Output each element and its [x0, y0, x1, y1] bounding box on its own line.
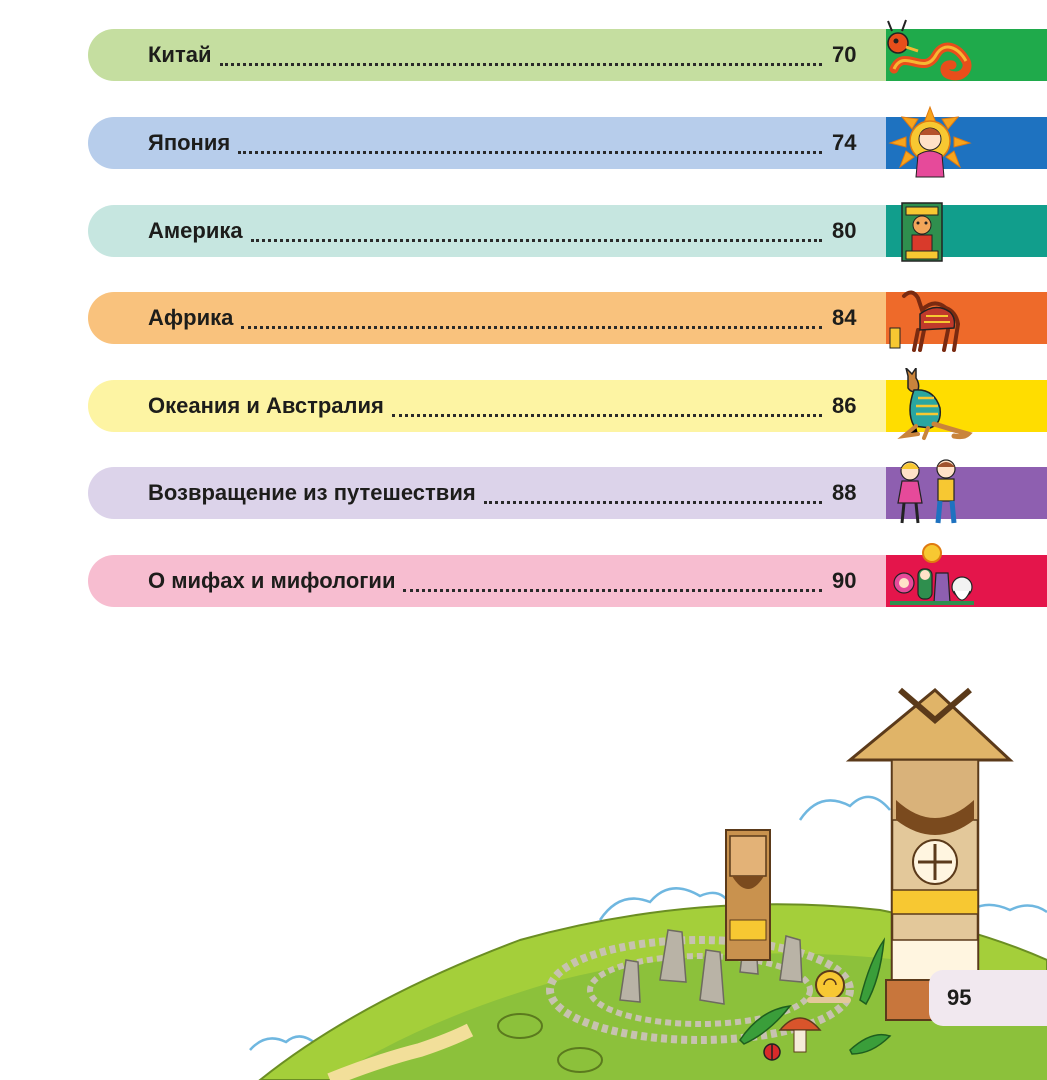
toc-leader-dots — [392, 392, 822, 417]
toc-row-america[interactable] — [88, 205, 1047, 257]
toc-page-number: 74 — [832, 130, 857, 155]
toc-leader-dots — [403, 567, 822, 592]
toc-page-number: 86 — [832, 393, 857, 418]
toc-leader-dots — [220, 41, 823, 66]
toc-pill — [88, 117, 888, 169]
slavic-idols-hill-illustration — [0, 640, 1047, 1080]
toc-row-myths[interactable] — [88, 555, 1047, 607]
kangaroo-icon — [884, 368, 976, 442]
toc-label: Америка — [148, 218, 243, 243]
camel-icon — [884, 280, 976, 354]
page-number: 95 — [947, 985, 972, 1010]
toc-pill — [88, 555, 888, 607]
ladybug-icon — [764, 1044, 780, 1060]
toc-label: Африка — [148, 305, 234, 330]
toc-page-number: 90 — [832, 568, 857, 593]
page-number-tab — [929, 970, 1047, 1026]
toc-label: Возвращение из путешествия — [148, 480, 476, 505]
toc-row-africa[interactable] — [88, 292, 1047, 344]
toc-row-return[interactable] — [88, 467, 1047, 519]
toc-page-number: 88 — [832, 480, 857, 505]
wooden-idol-small — [726, 830, 770, 960]
toc-label: Китай — [148, 42, 212, 67]
toc-page-number: 84 — [832, 305, 857, 330]
toc-row-japan[interactable] — [88, 117, 1047, 169]
children-icon — [884, 455, 976, 529]
toc-pill — [88, 380, 888, 432]
toc-page-number: 70 — [832, 42, 857, 67]
toc-label: Океания и Австралия — [148, 393, 384, 418]
toc-leader-dots — [238, 129, 822, 154]
toc-leader-dots — [251, 217, 822, 242]
aztec-idol-icon — [884, 193, 976, 267]
toc-pill — [88, 292, 888, 344]
sun-goddess-icon — [884, 105, 976, 179]
myth-characters-icon — [884, 543, 976, 617]
toc-page-number: 80 — [832, 218, 857, 243]
toc-label: Япония — [148, 130, 231, 155]
toc-row-oceania[interactable] — [88, 380, 1047, 432]
toc-pill — [88, 29, 888, 81]
toc-leader-dots — [241, 304, 822, 329]
toc-row-china[interactable] — [88, 29, 1047, 81]
dragon-icon — [884, 17, 976, 91]
toc-pill — [88, 205, 888, 257]
toc-label: О мифах и мифологии — [148, 568, 396, 593]
toc-leader-dots — [484, 479, 822, 504]
toc-pill — [88, 467, 888, 519]
